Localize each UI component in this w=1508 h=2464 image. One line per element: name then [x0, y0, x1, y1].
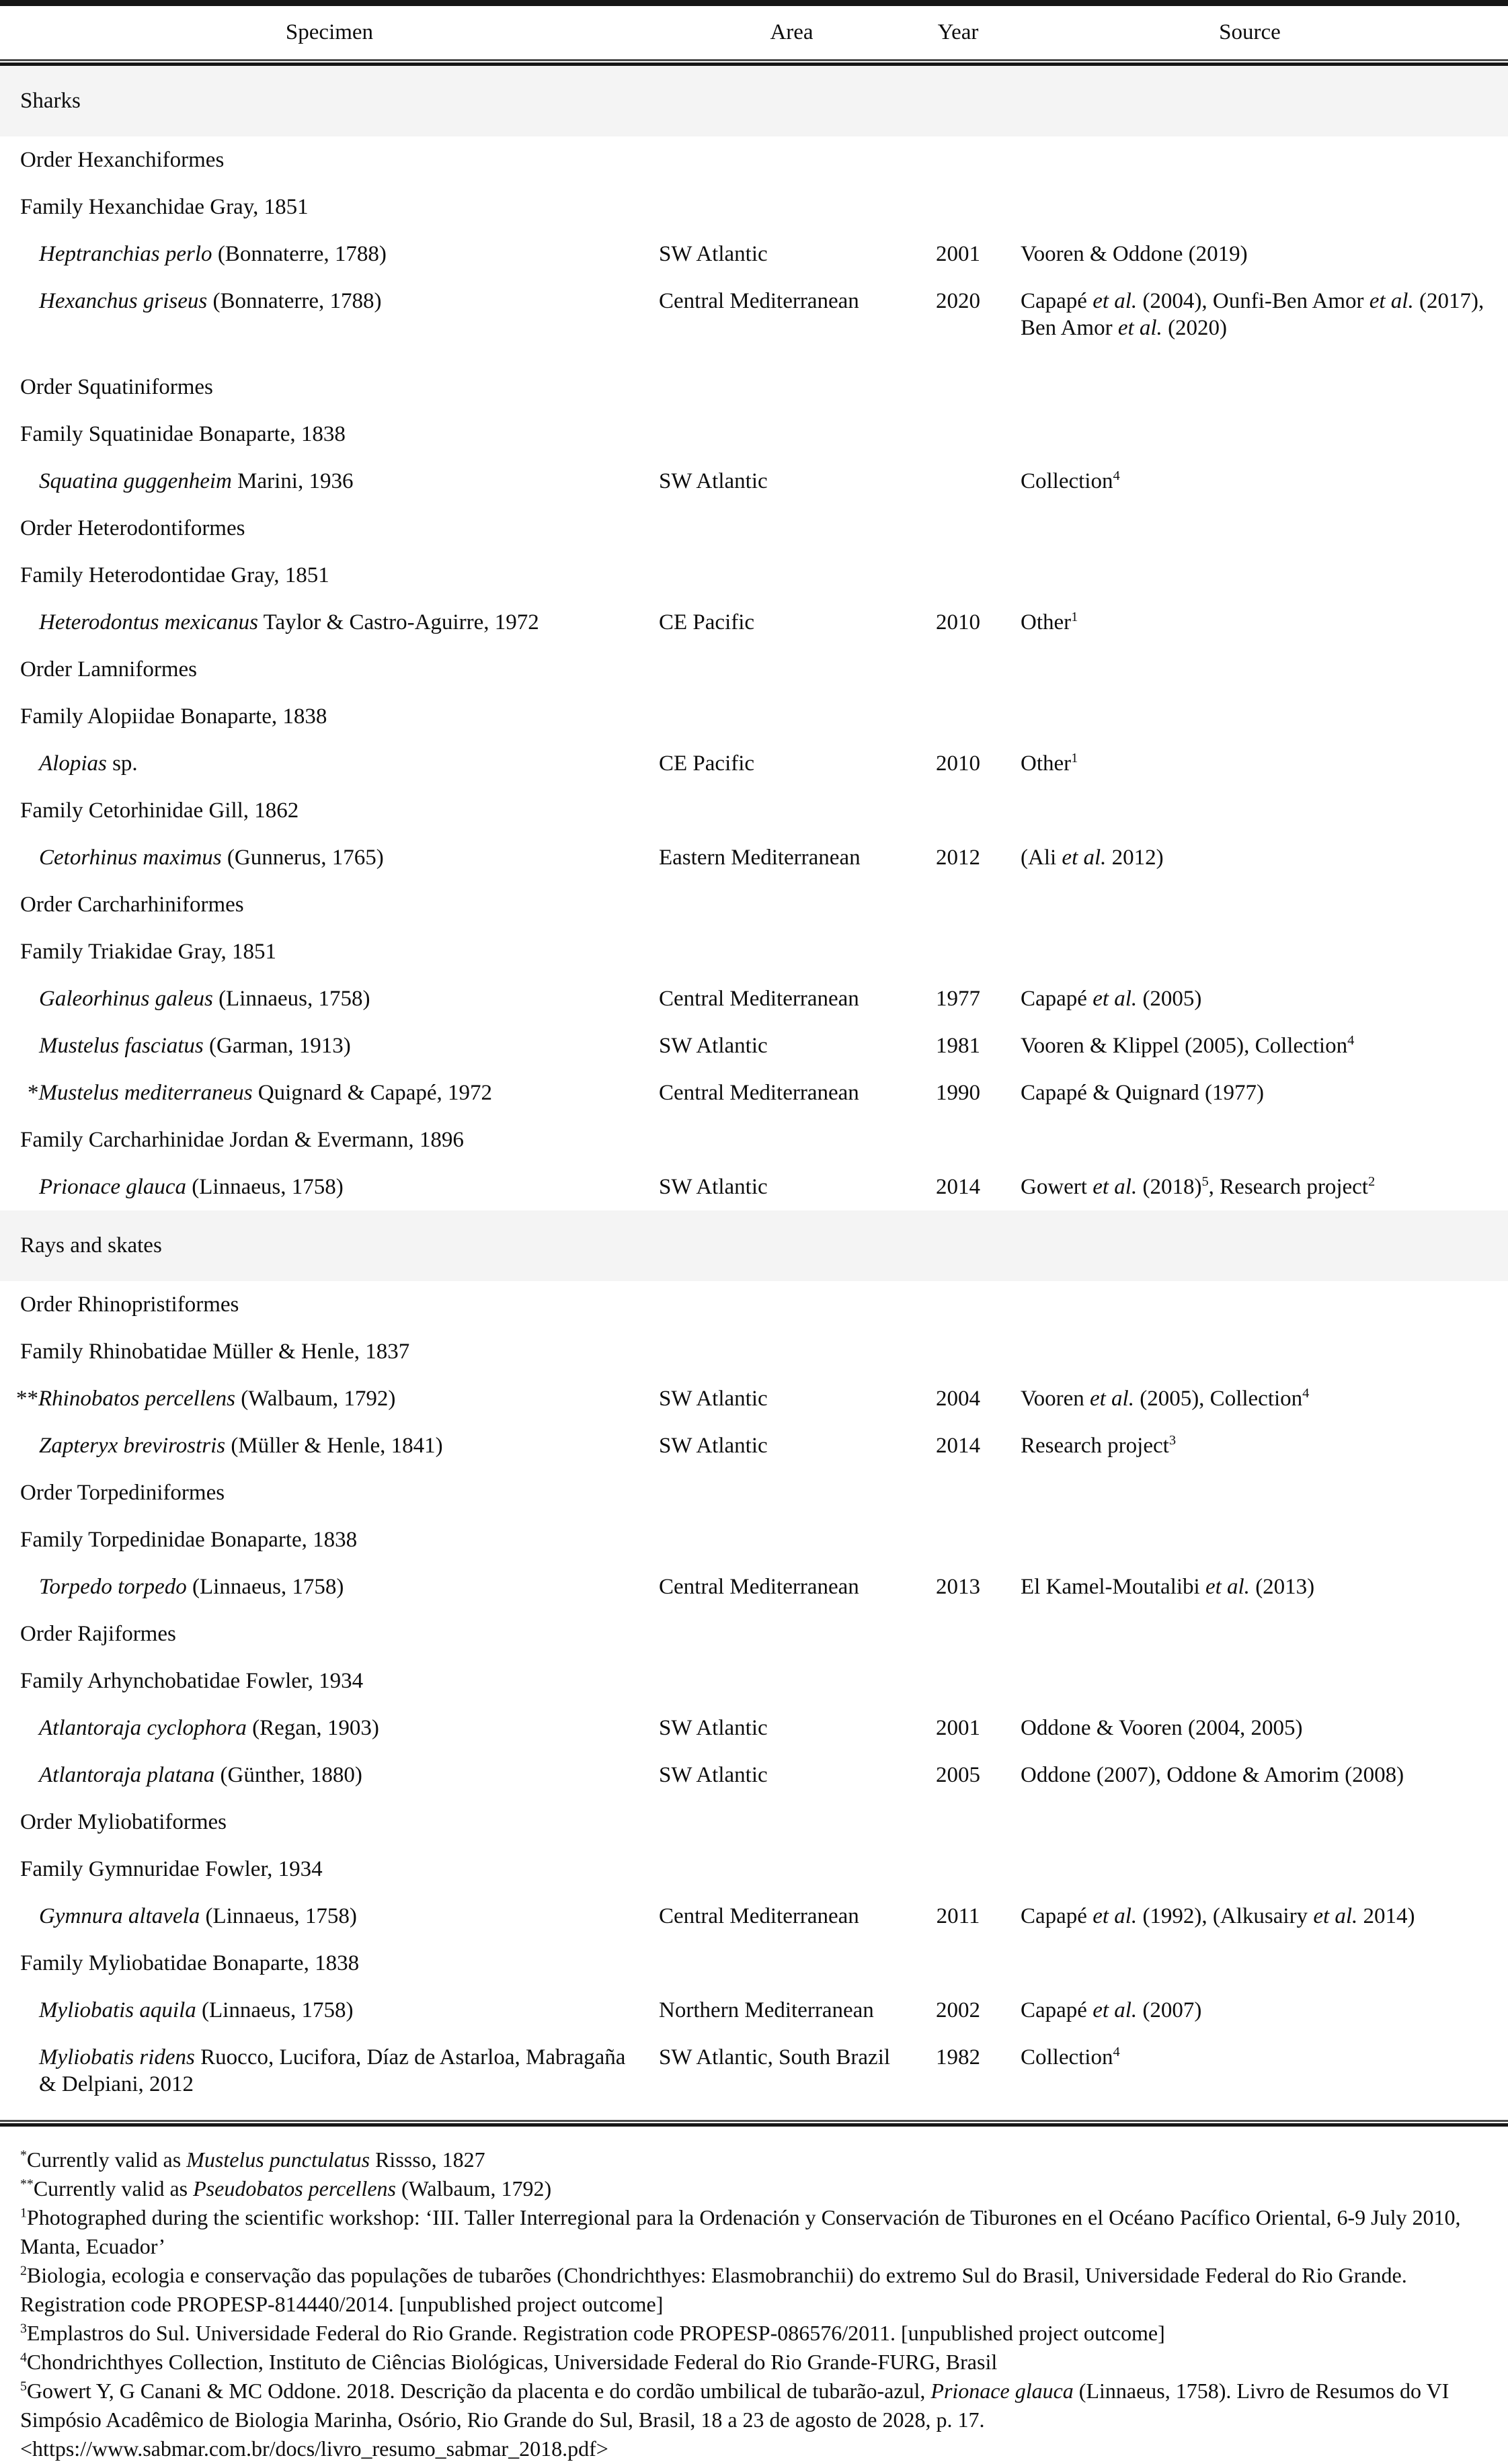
footnote: *Currently valid as Mustelus punctulatus Rissso, 1827: [20, 2147, 485, 2172]
order-row: [0, 1610, 1508, 1657]
specimen-cell: Order Torpediniformes: [20, 1481, 225, 1505]
family-row: [0, 183, 1508, 231]
source-cell: Other$^1$: [1021, 610, 1078, 634]
order-row: [0, 1799, 1508, 1846]
species-row: [0, 1563, 1508, 1610]
specimen-cell: Order Rajiformes: [20, 1622, 176, 1646]
section-header: Rays and skates: [0, 1210, 1508, 1281]
year-cell: 2010: [936, 610, 980, 634]
year-cell: 2002: [936, 1998, 980, 2022]
species-row: [0, 1022, 1508, 1069]
species-row: [0, 1375, 1508, 1422]
specimen-cell: Order Myliobatiformes: [20, 1810, 227, 1834]
specimen-cell: Family Heterodontidae Gray, 1851: [20, 563, 329, 587]
area-cell: Central Mediterranean: [659, 289, 859, 313]
year-cell: 2014: [936, 1175, 980, 1199]
order-row: [0, 881, 1508, 928]
year-cell: 1981: [936, 1034, 980, 1058]
table-header-row: [0, 6, 1508, 59]
order-row: [0, 505, 1508, 552]
family-row: [0, 1940, 1508, 1987]
footnote: $^5$Gowert Y, G Canani & MC Oddone. 2018. Descrição da placenta e do cordão umbilical de tubarão-azul, Prionace glauca (Linnaeus, 1758). Livro de Resumos do VI Simpósio Acadêmico de Biologia Marinha, Osório, Rio Grande do Sul, Brasil, 18 a 23 de agosto de 2028, p. 17. <https://www.sabmar.com.br/docs/livro_resumo_sabmar_2018.pdf>: [20, 2379, 1450, 2461]
specimen-cell: Order Squatiniformes: [20, 375, 213, 399]
species-row: [0, 599, 1508, 646]
specimen-cell: Order Rhinopristiformes: [20, 1292, 239, 1317]
footnote-marker: *: [20, 2147, 27, 2163]
specimen-cell: Family Triakidae Gray, 1851: [20, 940, 276, 964]
species-row: [0, 1422, 1508, 1469]
specimen-cell: Cetorhinus maximus (Gunnerus, 1765): [39, 846, 384, 870]
area-cell: SW Atlantic: [659, 1716, 768, 1740]
column-header-year: Year: [937, 20, 979, 44]
source-cell: Oddone (2007), Oddone & Amorim (2008): [1021, 1763, 1404, 1787]
year-cell: 1982: [936, 2045, 980, 2069]
specimen-cell: Prionace glauca (Linnaeus, 1758): [39, 1175, 344, 1199]
specimen-cell: Family Myliobatidae Bonaparte, 1838: [20, 1951, 360, 1975]
specimen-cell: Family Rhinobatidae Müller & Henle, 1837: [20, 1340, 410, 1364]
species-row: [0, 975, 1508, 1022]
specimen-cell: Family Arhynchobatidae Fowler, 1934: [20, 1669, 364, 1693]
area-cell: SW Atlantic: [659, 1387, 768, 1411]
source-cell: Gowert et al. $(2018)^5$, Research project$^2$: [1021, 1174, 1376, 1199]
source-cell: Collection$^4$: [1021, 2045, 1120, 2069]
species-row: [0, 834, 1508, 881]
year-cell: 2014: [936, 1434, 980, 1458]
source-cell: Other$^1$: [1021, 751, 1078, 776]
specimen-cell: Heterodontus mexicanus Taylor & Castro-Aguirre, 1972: [39, 610, 539, 634]
species-row: [0, 1069, 1508, 1116]
specimen-cell: *Mustelus mediterraneus Quignard & Capapé, 1972: [28, 1081, 493, 1105]
area-cell: SW Atlantic: [659, 242, 768, 266]
specimen-cell: Torpedo torpedo (Linnaeus, 1758): [39, 1575, 344, 1599]
specimen-cell: Atlantoraja platana (Günther, 1880): [39, 1763, 362, 1787]
family-row: [0, 928, 1508, 975]
area-cell: Eastern Mediterranean: [659, 846, 861, 870]
source-cell: Oddone & Vooren (2004, 2005): [1021, 1716, 1303, 1740]
year-cell: 2005: [936, 1763, 980, 1787]
header-double-rule: [0, 59, 1508, 66]
specimen-cell: Family Carcharhinidae Jordan & Evermann, 1896: [20, 1128, 464, 1152]
year-cell: 2012: [936, 846, 980, 870]
specimen-cell: Family Cetorhinidae Gill, 1862: [20, 798, 299, 823]
species-row: [0, 458, 1508, 505]
footnote-marker: 2: [20, 2263, 27, 2278]
footnotes: [0, 2127, 1508, 2463]
specimen-cell: Gymnura altavela (Linnaeus, 1758): [39, 1904, 357, 1928]
species-row: [0, 1987, 1508, 2034]
footnote: $^4$Chondrichthyes Collection, Instituto de Ciências Biológicas, Universidade Federal do Rio Grande-FURG, Brasil: [20, 2350, 998, 2374]
area-cell: Central Mediterranean: [659, 1904, 859, 1928]
column-header-area: Area: [770, 20, 813, 44]
species-row: [0, 278, 1508, 364]
specimen-cell: Mustelus fasciatus (Garman, 1913): [39, 1034, 351, 1058]
source-cell: (Ali et al. 2012): [1021, 846, 1164, 870]
footnote-marker: 3: [20, 2321, 27, 2336]
specimen-cell: Squatina guggenheim Marini, 1936: [39, 469, 354, 493]
order-row: [0, 1469, 1508, 1516]
specimen-cell: Order Carcharhiniformes: [20, 893, 244, 917]
footnote-marker: 5: [20, 2379, 27, 2394]
area-cell: SW Atlantic: [659, 1763, 768, 1787]
footnote-marker: 1: [20, 2205, 27, 2221]
specimen-cell: Myliobatis aquila (Linnaeus, 1758): [39, 1998, 354, 2022]
specimen-cell: Zapteryx brevirostris (Müller & Henle, 1841): [39, 1434, 443, 1458]
order-row: [0, 364, 1508, 411]
source-cell: Vooren & Oddone (2019): [1021, 242, 1248, 266]
year-cell: 2001: [936, 1716, 980, 1740]
specimen-cell: Family Hexanchidae Gray, 1851: [20, 195, 309, 219]
year-cell: 2020: [936, 289, 980, 313]
specimen-cell: Family Torpedinidae Bonaparte, 1838: [20, 1528, 358, 1552]
specimen-cell: Family Alopiidae Bonaparte, 1838: [20, 704, 327, 729]
table-top-rule: [0, 0, 1508, 6]
footnote: $^1$Photographed during the scientific workshop: ‘III. Taller Interregional para la Ordenación y Conservación de Tiburones en el Océano Pacífico Oriental, 6-9 July 2010, Manta, Ecuador’: [20, 2205, 1461, 2258]
source-cell: Vooren et al. (2005), Collection$^4$: [1021, 1386, 1310, 1411]
year-cell: 2013: [936, 1575, 980, 1599]
footnote: **Currently valid as Pseudobatos percellens (Walbaum, 1792): [20, 2176, 552, 2201]
footnote: $^3$Emplastros do Sul. Universidade Federal do Rio Grande. Registration code PROPESP-086576/2011. [unpublished project outcome]: [20, 2321, 1165, 2345]
specimen-cell: Hexanchus griseus (Bonnaterre, 1788): [39, 289, 382, 313]
species-row: [0, 2034, 1508, 2120]
area-cell: Central Mediterranean: [659, 1575, 859, 1599]
source-cell: Collection$^4$: [1021, 468, 1120, 493]
family-row: [0, 1116, 1508, 1163]
year-cell: 2011: [936, 1904, 980, 1928]
order-row: [0, 646, 1508, 693]
specimen-cell: Order Hexanchiformes: [20, 148, 225, 172]
column-header-specimen: Specimen: [285, 20, 374, 44]
family-row: [0, 1657, 1508, 1705]
year-cell: 1977: [936, 987, 980, 1011]
area-cell: SW Atlantic: [659, 469, 768, 493]
species-row: [0, 740, 1508, 787]
species-row: [0, 1893, 1508, 1940]
year-cell: 1990: [936, 1081, 980, 1105]
footnote-marker: 4: [20, 2350, 27, 2365]
specimen-cell: Family Squatinidae Bonaparte, 1838: [20, 422, 346, 446]
area-cell: SW Atlantic: [659, 1175, 768, 1199]
source-cell: Capapé et al. (2004), Ounfi-Ben Amor et al. (2017), Ben Amor et al. (2020): [1021, 289, 1484, 340]
source-cell: Vooren & Klippel (2005), Collection$^4$: [1021, 1033, 1355, 1058]
table-body: [0, 66, 1508, 2120]
family-row: [0, 693, 1508, 740]
specimen-cell: Atlantoraja cyclophora (Regan, 1903): [39, 1716, 379, 1740]
family-row: [0, 552, 1508, 599]
area-cell: SW Atlantic: [659, 1434, 768, 1458]
specimen-cell: Myliobatis ridens Ruocco, Lucifora, Díaz de Astarloa, Mabragaña & Delpiani, 2012: [39, 2045, 626, 2096]
order-row: [0, 136, 1508, 183]
order-row: [0, 1281, 1508, 1328]
area-cell: CE Pacific: [659, 751, 755, 776]
footer-double-rule: [0, 2120, 1508, 2127]
area-cell: SW Atlantic, South Brazil: [659, 2045, 891, 2069]
specimen-cell: Heptranchias perlo (Bonnaterre, 1788): [39, 242, 387, 266]
family-row: [0, 411, 1508, 458]
column-header-source: Source: [1219, 20, 1281, 44]
footnote: $^2$Biologia, ecologia e conservação das populações de tubarões (Chondrichthyes: Elasmobranchii) do extremo Sul do Brasil, Universidade Federal do Rio Grande. Registration code PROPESP-814440/2014. [unpublished project outcome]: [20, 2263, 1407, 2316]
source-cell: Capapé et al. (2007): [1021, 1998, 1202, 2022]
area-cell: Central Mediterranean: [659, 1081, 859, 1105]
specimen-cell: Galeorhinus galeus (Linnaeus, 1758): [39, 987, 370, 1011]
source-cell: Capapé et al. (2005): [1021, 987, 1202, 1011]
area-cell: Northern Mediterranean: [659, 1998, 874, 2022]
specimen-cell: Order Heterodontiformes: [20, 516, 245, 540]
specimen-cell: Family Gymnuridae Fowler, 1934: [20, 1857, 323, 1881]
specimen-cell: Order Lamniformes: [20, 657, 197, 682]
species-row: [0, 1163, 1508, 1210]
source-cell: Research project$^3$: [1021, 1433, 1177, 1458]
area-cell: CE Pacific: [659, 610, 755, 634]
source-cell: Capapé & Quignard (1977): [1021, 1081, 1264, 1105]
source-cell: Capapé et al. (1992), (Alkusairy et al. 2014): [1021, 1904, 1415, 1928]
area-cell: Central Mediterranean: [659, 987, 859, 1011]
species-row: [0, 1705, 1508, 1752]
family-row: [0, 1846, 1508, 1893]
section-header: Sharks: [0, 66, 1508, 136]
specimen-cell: Alopias sp.: [39, 751, 138, 776]
year-cell: 2001: [936, 242, 980, 266]
footnote-marker: **: [20, 2176, 34, 2192]
year-cell: 2004: [936, 1387, 980, 1411]
source-cell: El Kamel-Moutalibi et al. (2013): [1021, 1575, 1315, 1599]
species-row: [0, 1752, 1508, 1799]
specimen-cell: **Rhinobatos percellens (Walbaum, 1792): [16, 1387, 396, 1411]
year-cell: 2010: [936, 751, 980, 776]
species-row: [0, 231, 1508, 278]
family-row: [0, 1328, 1508, 1375]
area-cell: SW Atlantic: [659, 1034, 768, 1058]
family-row: [0, 1516, 1508, 1563]
family-row: [0, 787, 1508, 834]
